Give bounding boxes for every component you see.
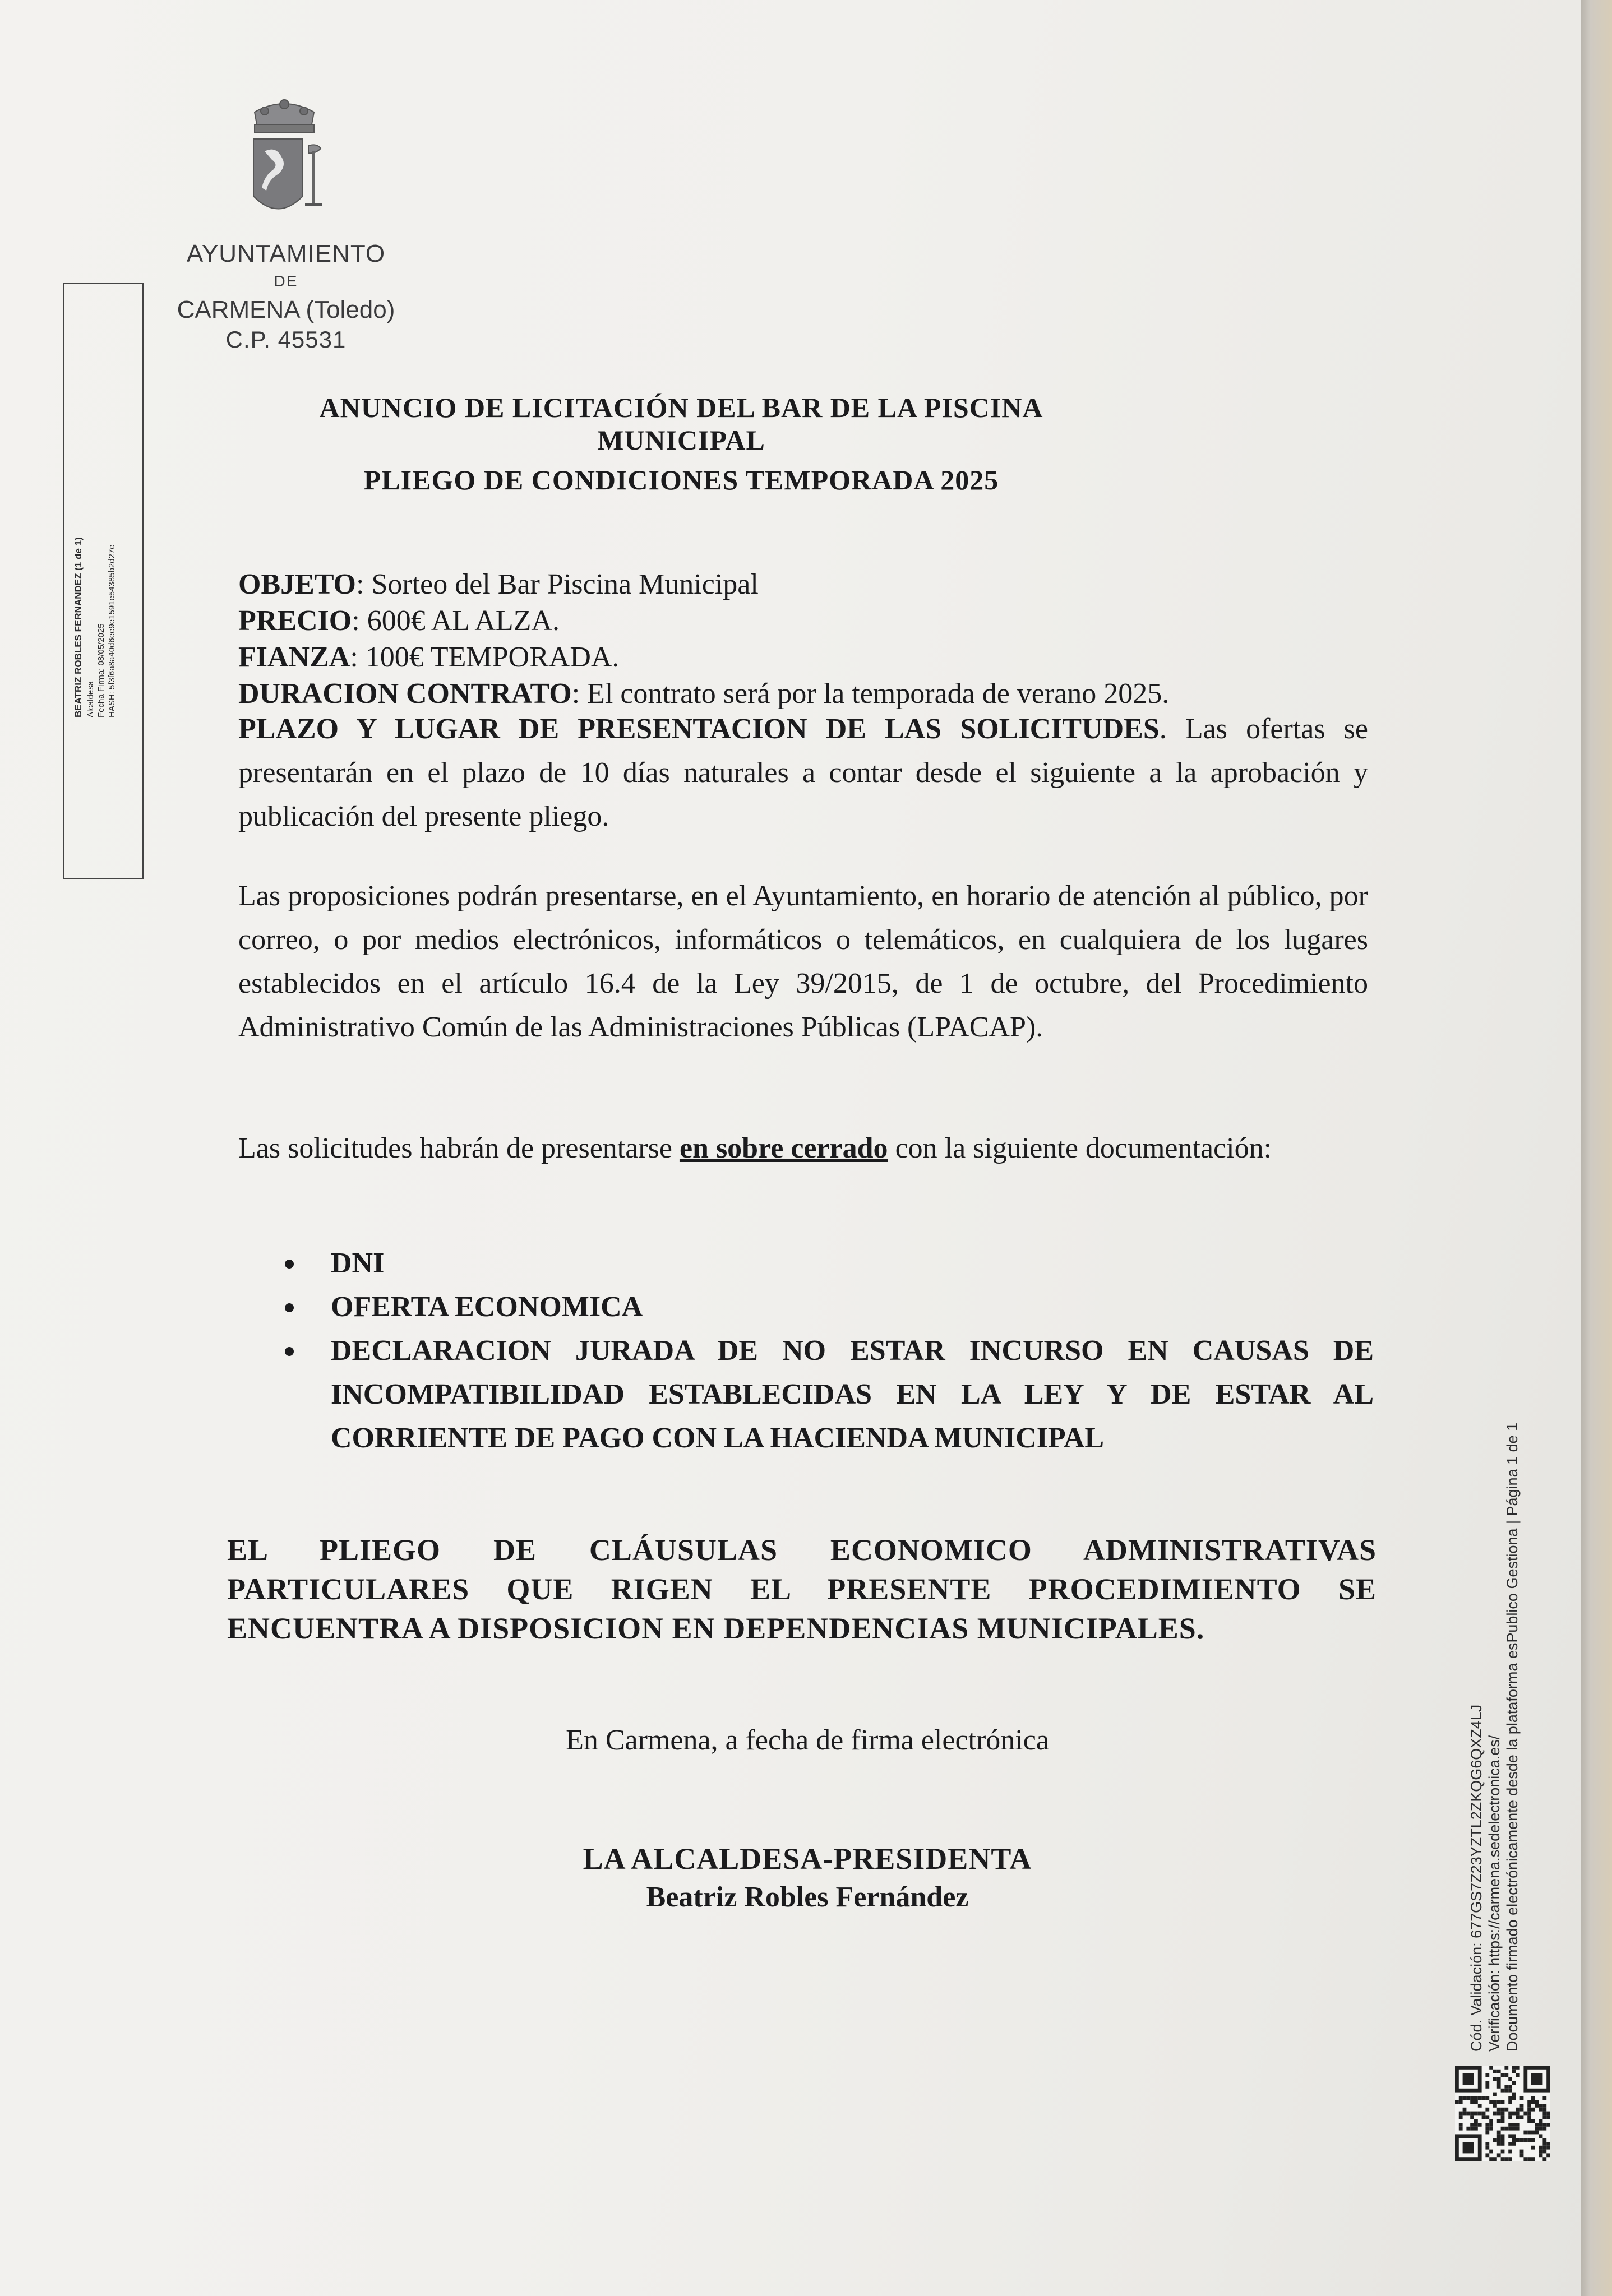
signature-role: Alcaldesa bbox=[86, 681, 95, 718]
document-title: ANUNCIO DE LICITACIÓN DEL BAR DE LA PISCINA MUNICIPAL bbox=[319, 392, 1043, 456]
documentation-list bbox=[280, 1242, 1374, 1460]
letterhead-postal-code: C.P. 45531 bbox=[225, 326, 347, 353]
field-plazo: PLAZO Y LUGAR DE PRESENTACION DE LAS SOLICITUDES. Las ofertas se presentarán en el plazo de 10 días naturales a contar desde el siguiente a la aprobación y publicación del presente pliego. bbox=[238, 713, 1368, 832]
coat-of-arms-icon bbox=[242, 90, 326, 235]
field-precio: PRECIO: 600€ AL ALZA. bbox=[238, 605, 560, 637]
list-item: DECLARACION JURADA DE NO ESTAR INCURSO EN CAUSAS DE INCOMPATIBILIDAD ESTABLECIDAS EN LA LEY Y DE ESTAR AL CORRIENTE DE PAGO CON LA HACIENDA MUNICIPAL bbox=[280, 1329, 1374, 1460]
page-edge-shadow bbox=[1581, 0, 1612, 2296]
verification-code: Cód. Validación: 677GS7Z23YZTL2ZKQG6QXZ4LJ bbox=[1468, 1704, 1485, 2052]
letterhead-ayuntamiento: AYUNTAMIENTO bbox=[186, 240, 386, 267]
list-item: DNI bbox=[280, 1242, 1374, 1285]
paragraph-solicitudes: Las solicitudes habrán de presentarse en sobre cerrado con la siguiente documentación: bbox=[238, 1132, 1272, 1164]
signature-date: Fecha Firma: 08/05/2025 bbox=[96, 623, 106, 718]
place-date: En Carmena, a fecha de firma electrónica bbox=[566, 1724, 1049, 1756]
signature-name: BEATRIZ ROBLES FERNANDEZ (1 de 1) bbox=[73, 537, 84, 718]
signature-hash: HASH: 5f3f6a8a40d6ee9e1591e54385b2d27e bbox=[107, 544, 117, 718]
signer-name: Beatriz Robles Fernández bbox=[646, 1881, 969, 1913]
letterhead-de: DE bbox=[274, 272, 298, 290]
conditions-block bbox=[238, 566, 1368, 839]
field-fianza: FIANZA: 100€ TEMPORADA. bbox=[238, 641, 620, 673]
qr-code-icon bbox=[1455, 2066, 1550, 2161]
sobre-cerrado-emphasis: en sobre cerrado bbox=[679, 1132, 888, 1164]
list-item: OFERTA ECONOMICA bbox=[280, 1285, 1374, 1329]
letterhead-town: CARMENA (Toledo) bbox=[177, 296, 395, 323]
verification-note: Documento firmado electrónicamente desde la plataforma esPublico Gestiona | Página 1 de 1 bbox=[1504, 1422, 1521, 2052]
signer-title: LA ALCALDESA-PRESIDENTA bbox=[583, 1842, 1032, 1876]
verification-url: Verificación: https://carmena.sedelectronica.es/ bbox=[1486, 1735, 1503, 2052]
field-objeto: OBJETO: Sorteo del Bar Piscina Municipal bbox=[238, 568, 759, 600]
document-subtitle: PLIEGO DE CONDICIONES TEMPORADA 2025 bbox=[363, 464, 999, 496]
paragraph-proposiciones: Las proposiciones podrán presentarse, en el Ayuntamiento, en horario de atención al público, por correo, o por medios electrónicos, informáticos o telemáticos, en cualquiera de los lugares establecidos en el artículo 16.4 de la Ley 39/2015, de 1 de octubre, del Procedimiento Administrativo Común de las Administraciones Públicas (LPACAP). bbox=[238, 880, 1368, 1043]
field-duracion: DURACION CONTRATO: El contrato será por la temporada de verano 2025. bbox=[238, 678, 1170, 710]
closing-statement: EL PLIEGO DE CLÁUSULAS ECONOMICO ADMINISTRATIVAS PARTICULARES QUE RIGEN EL PRESENTE PROCEDIMIENTO SE ENCUENTRA A DISPOSICION EN DEPENDENCIAS MUNICIPALES. bbox=[227, 1533, 1377, 1645]
